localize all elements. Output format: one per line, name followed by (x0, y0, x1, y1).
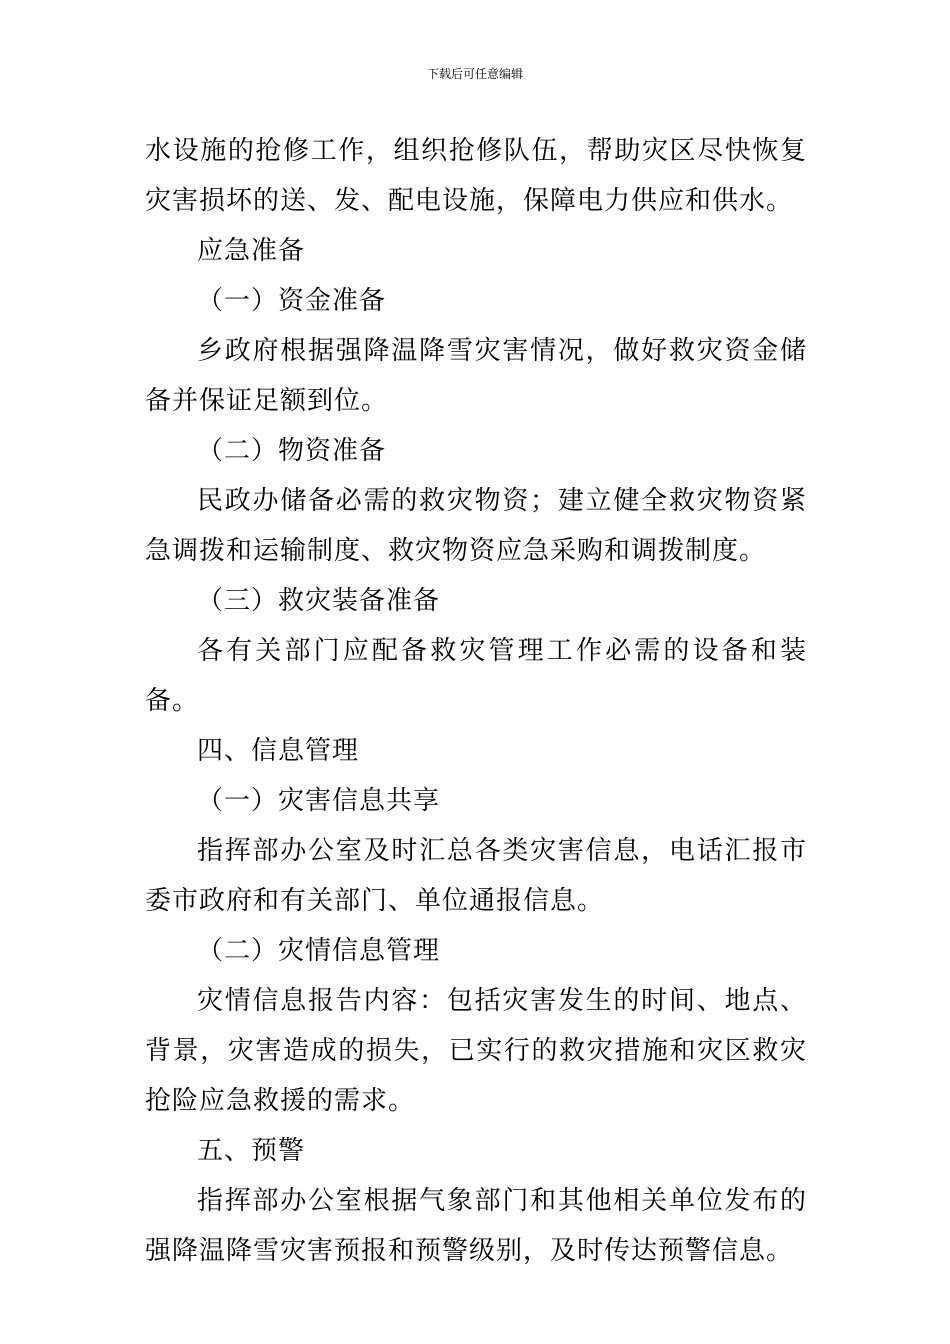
paragraph-info-sharing: 指挥部办公室及时汇总各类灾害信息，电话汇报市委市政府和有关部门、单位通报信息。 (145, 836, 807, 916)
document-body (145, 126, 807, 1276)
paragraph-equipment: 各有关部门应配备救灾管理工作必需的设备和装备。 (145, 636, 807, 716)
heading-emergency-preparation: 应急准备 (197, 236, 306, 266)
subheading-funds-preparation: （一）资金准备 (197, 286, 387, 316)
page-header-note: 下载后可任意编辑 (426, 67, 523, 81)
paragraph-early-warning: 指挥部办公室根据气象部门和其他相关单位发布的强降温降雪灾害预报和预警级别，及时传达预警信息。 (145, 1186, 807, 1266)
paragraph-info-report: 灾情信息报告内容：包括灾害发生的时间、地点、背景，灾害造成的损失，已实行的救灾措施和灾区救灾抢险应急救援的需求。 (145, 986, 807, 1116)
subheading-materials-preparation: （二）物资准备 (197, 436, 387, 466)
heading-early-warning: 五、预警 (197, 1136, 306, 1166)
paragraph-funds: 乡政府根据强降温降雪灾害情况，做好救灾资金储备并保证足额到位。 (145, 336, 807, 416)
subheading-disaster-info-management: （二）灾情信息管理 (197, 936, 441, 966)
subheading-disaster-info-sharing: （一）灾害信息共享 (197, 786, 441, 816)
subheading-equipment-preparation: （三）救灾装备准备 (197, 586, 441, 616)
paragraph-continuation: 水设施的抢修工作，组织抢修队伍，帮助灾区尽快恢复灾害损坏的送、发、配电设施，保障电力供应和供水。 (145, 136, 807, 216)
paragraph-materials: 民政办储备必需的救灾物资；建立健全救灾物资紧急调拨和运输制度、救灾物资应急采购和调拨制度。 (145, 486, 807, 566)
heading-information-management: 四、信息管理 (197, 736, 360, 766)
